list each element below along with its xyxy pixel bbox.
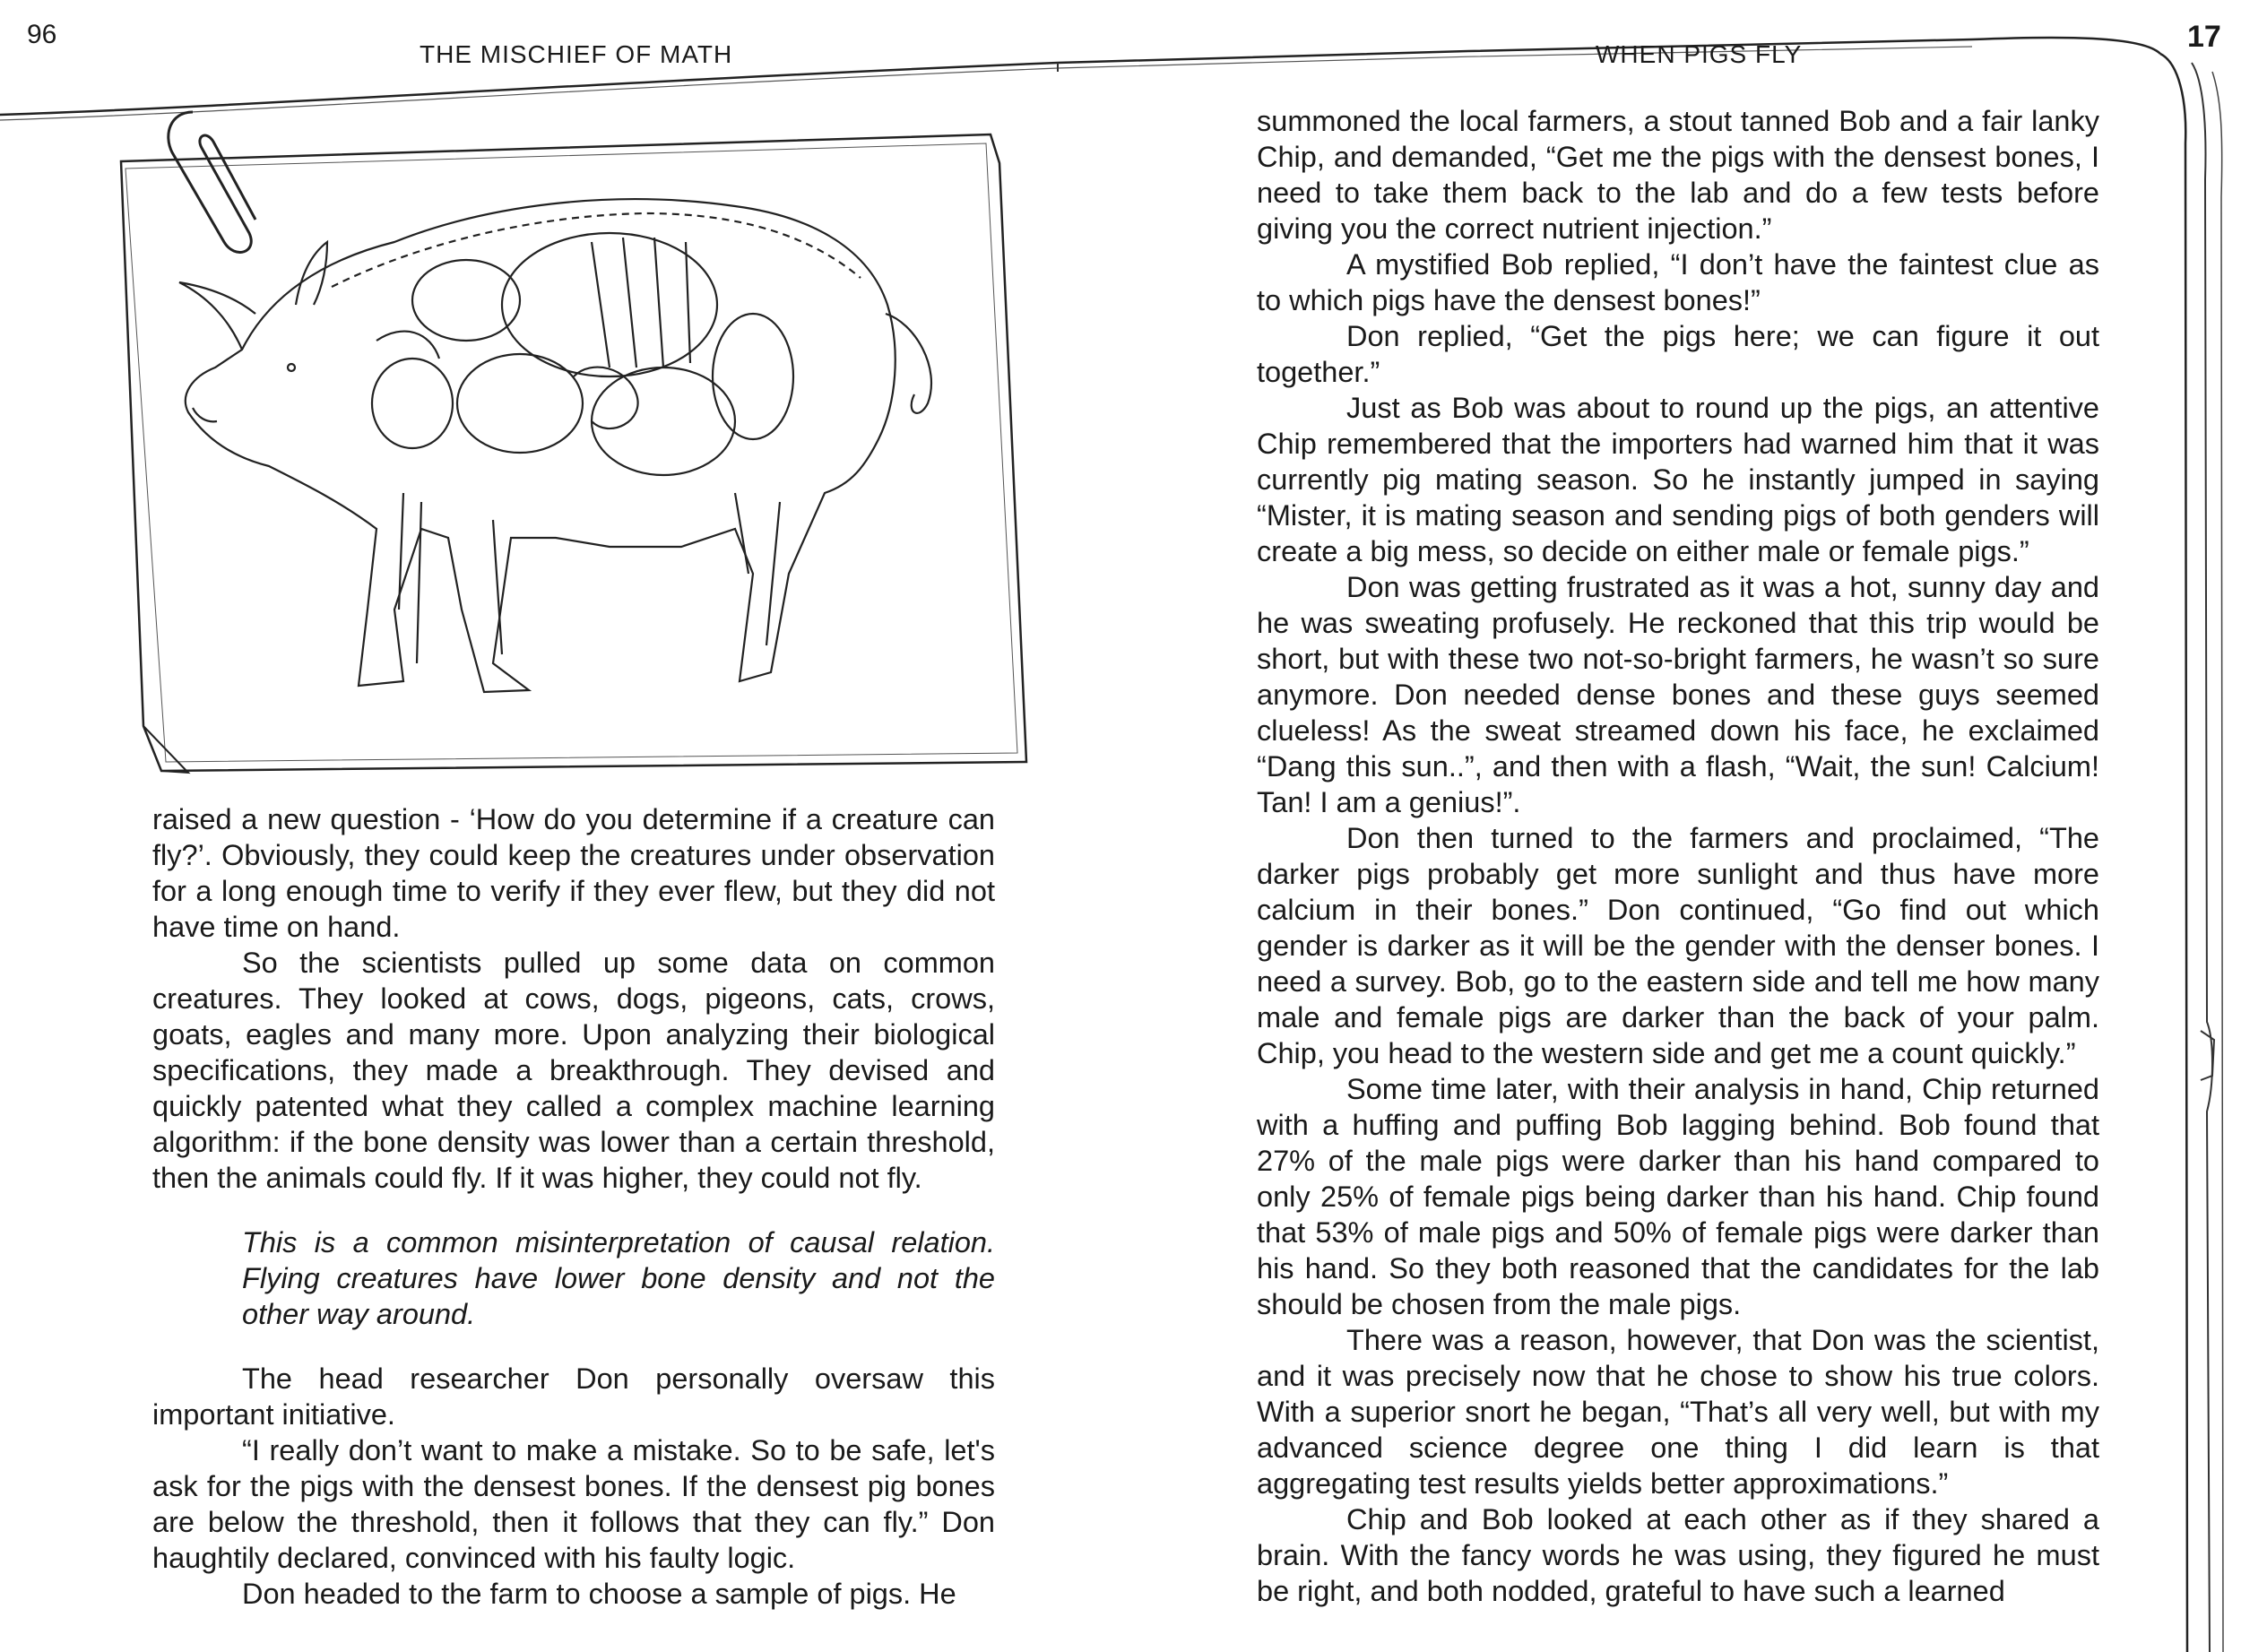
- paragraph: Don headed to the farm to choose a sample of pigs. He: [242, 1578, 956, 1610]
- italic-aside: This is a common misinterpretation of causal relation. Flying creatures have lower bone density and not the other way around.: [242, 1226, 995, 1330]
- right-running-head: WHEN PIGS FLY: [1596, 40, 1803, 68]
- paragraph: “I really don’t want to make a mistake. So to be safe, let's ask for the pigs with the densest bones. If the densest pig bones are below the threshold, then it follows that they can fly.” Don haughtily declared, convinced with his faulty logic.: [152, 1434, 995, 1574]
- paragraph: There was a reason, however, that Don was the scientist, and it was precisely now that he chose to show his true colors. With a superior snort he began, “That’s all very well, but with my advanced science degree one thing I did learn is that aggregating test results yields better approximations.”: [1257, 1324, 2099, 1500]
- right-page-text: [1257, 103, 2099, 1609]
- paragraph: Some time later, with their analysis in hand, Chip returned with a huffing and puffing Bob lagging behind. Bob found that 27% of the male pigs were darker than his hand compared to only 25% of female pigs being darker than his hand. Chip found that 53% of male pigs and 50% of female pigs were darker than his hand. So they both reasoned that the candidates for the lab should be chosen from the male pigs.: [1257, 1073, 2099, 1320]
- left-running-head: THE MISCHIEF OF MATH: [420, 40, 733, 68]
- right-page-number: 17: [2187, 20, 2221, 54]
- paragraph: summoned the local farmers, a stout tanned Bob and a fair lanky Chip, and demanded, “Get me the pigs with the densest bones, I need to take them back to the lab and do a few tests before giving you the correct nutrient injection.”: [1257, 105, 2099, 245]
- paragraph: Chip and Bob looked at each other as if they shared a brain. With the fancy words he was using, they figured he must be right, and both nodded, grateful to have such a learned: [1257, 1503, 2099, 1607]
- paragraph: A mystified Bob replied, “I don’t have the faintest clue as to which pigs have the densest bones!”: [1257, 248, 2099, 316]
- paragraph: raised a new question - ‘How do you determine if a creature can fly?’. Obviously, they could keep the creatures under observation for a long enough time to verify if they ever flew, but they did not have time on hand.: [152, 803, 995, 943]
- left-page-number: 96: [27, 20, 57, 49]
- left-page-text: [152, 801, 995, 1612]
- paragraph: The head researcher Don personally oversaw this important initiative.: [152, 1362, 995, 1431]
- paragraph: Just as Bob was about to round up the pigs, an attentive Chip remembered that the importers had warned him that it was currently pig mating season. So he instantly jumped in saying “Mister, it is mating season and sending pigs of both genders will create a big mess, so decide on either male or female pigs.”: [1257, 392, 2099, 567]
- pig-anatomy-illustration: [108, 108, 1040, 789]
- paragraph: So the scientists pulled up some data on common creatures. They looked at cows, dogs, pigeons, cats, crows, goats, eagles and many more. Upon analyzing their biological specifications, they made a breakthrough. They devised and quickly patented what they called a complex machine learning algorithm: if the bone density was lower than a certain threshold, then the animals could fly. If it was higher, they could not fly.: [152, 947, 995, 1194]
- paragraph: Don then turned to the farmers and proclaimed, “The darker pigs probably get more sunlight and thus have more calcium in their bones.” Don continued, “Go find out which gender is darker as it will be the gender with the denser bones. I need a survey. Bob, go to the eastern side and tell me how many male and female pigs are darker than the back of your palm. Chip, you head to the western side and get me a count quickly.”: [1257, 822, 2099, 1069]
- paragraph: Don replied, “Get the pigs here; we can figure it out together.”: [1257, 320, 2099, 388]
- paragraph: Don was getting frustrated as it was a hot, sunny day and he was sweating profusely. He reckoned that this trip would be short, but with these two not-so-bright farmers, he wasn’t so sure anymore. Don needed dense bones and these guys seemed clueless! As the sweat streamed down his face, he exclaimed “Dang this sun..”, and then with a flash, “Wait, the sun! Calcium! Tan! I am a genius!”.: [1257, 571, 2099, 818]
